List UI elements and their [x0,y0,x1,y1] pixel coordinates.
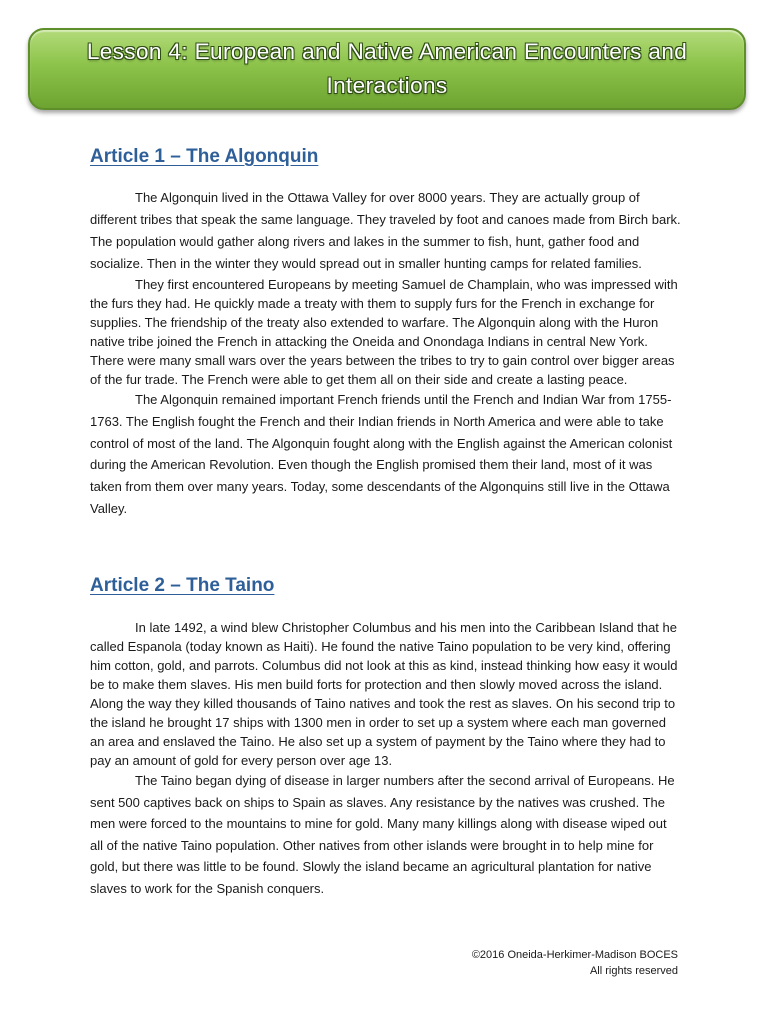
rights-text: All rights reserved [589,965,678,977]
copyright-text: ©2016 Oneida-Herkimer-Madison BOCES [471,949,678,961]
page-title: Lesson 4: European and Native American Encounters and Interactions [86,39,688,98]
article-1-paragraph: The Algonquin lived in the Ottawa Valley for over 8000 years. They are actually group of different tribes that speak the same language. They traveled by foot and canoes made from Birch bark. The population would gather along rivers and lakes in the summer to fish, hunt, gather food and socialize. Then in the winter they would spread out in smaller hunting camps for related families. [90,190,681,271]
article-1-paragraph: The Algonquin remained important French friends until the French and Indian War from 1755-1763. The English fought the French and their Indian friends in North America and were able to take control of most of the land. The Algonquin fought along with the English against the American colonist during the American Revolution. Even though the English promised them their land, most of it was taken from them over many years. Today, some descendants of the Algonquins still live in the Ottawa Valley. [90,392,673,516]
article-2-paragraph: In late 1492, a wind blew Christopher Columbus and his men into the Caribbean Island that he called Espanola (today known as Haiti). He found the native Taino population to be very kind, offering him cotton, gold, and parrots. Columbus did not look at this as kind, instead thinking how easy it would be to make them slaves. His men build forts for protection and then slowly moved across the island. Along the way they killed thousands of Taino natives and took the rest as slaves. On his second trip to the island he brought 17 ships with 1300 men in order to set up a system where each man governed an area and enslaved the Taino. He also set up a system of payment by the Taino where they had to pay an amount of gold for every person over age 13. [90,620,678,768]
article-1-heading: Article 1 – The Algonquin [90,146,319,167]
article-2-heading: Article 2 – The Taino [90,575,275,596]
title-banner [28,28,746,110]
article-1-paragraph: They first encountered Europeans by meeting Samuel de Champlain, who was impressed with the furs they had. He quickly made a treaty with them to supply furs for the French in exchange for supplies. The friendship of the treaty also extended to warfare. The Algonquin along with the Huron native tribe joined the French in attacking the Oneida and Onondaga Indians in central New York. There were many small wars over the years between the tribes to try to gain control over bigger areas of the fur trade. The French were able to get them all on their side and create a lasting peace. [90,277,678,387]
article-1-body [90,187,682,520]
article-2-paragraph: The Taino began dying of disease in larger numbers after the second arrival of Europeans. He sent 500 captives back on ships to Spain as slaves. Any resistance by the natives was crushed. The men were forced to the mountains to mine for gold. Many many killings along with disease wiped out all of the native Taino population. Other natives from other islands were brought in to help mine for gold, but there was little to be found. Slowly the island became an agricultural plantation for native slaves to work for the Spanish conquers. [90,773,675,896]
copyright-footer [472,947,678,979]
article-2-body [90,618,682,899]
